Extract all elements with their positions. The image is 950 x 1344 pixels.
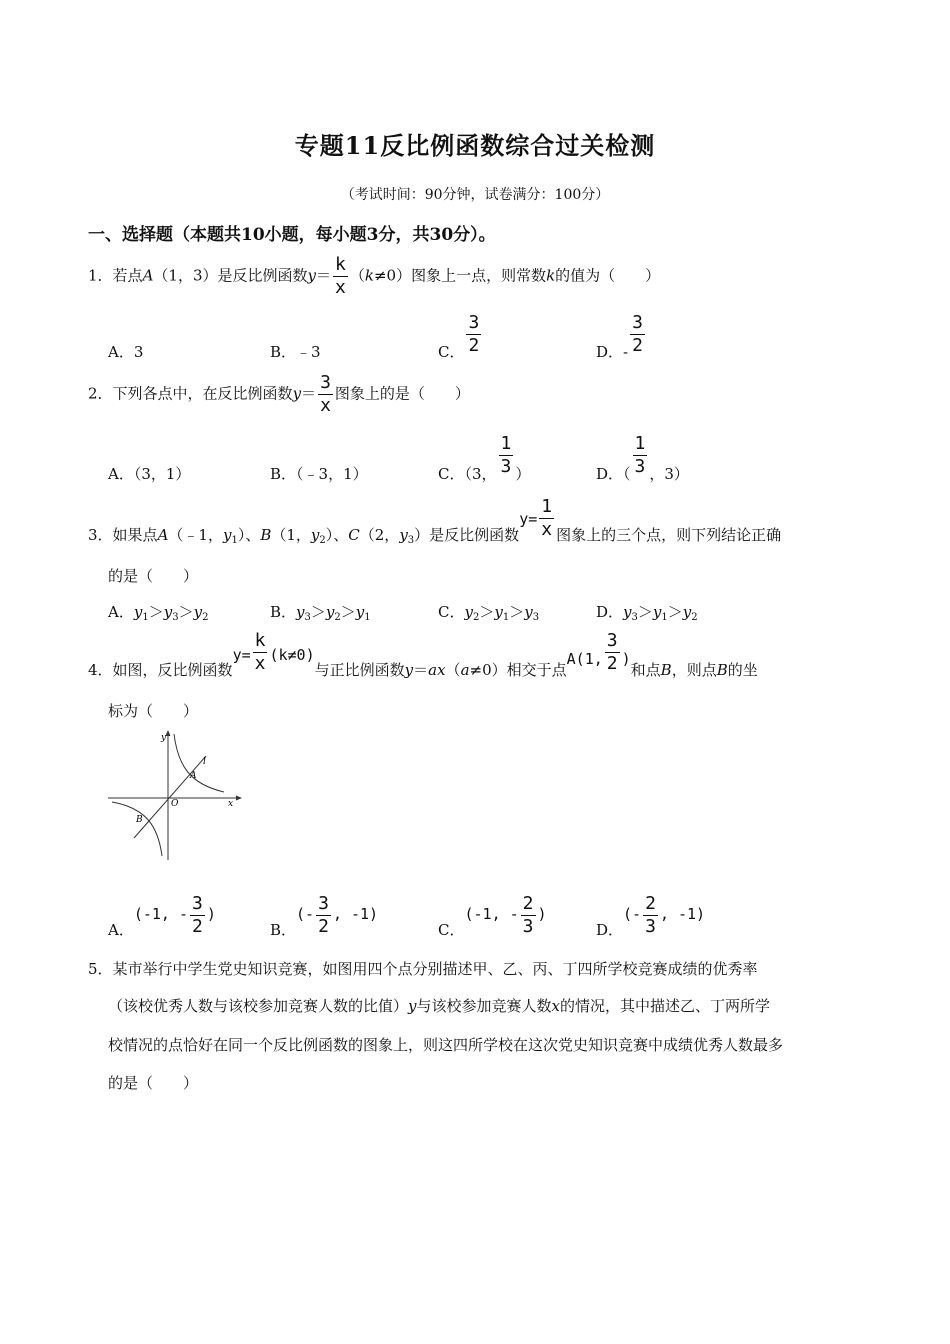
question-5-line-2: （该校优秀人数与该校参加竞赛人数的比值）y与该校参加竞赛人数x的情况，其中描述乙、丁两所学 [108, 997, 770, 1015]
q1-option-b[interactable]: B．﹣3 [270, 343, 321, 361]
question-3: 3．如果点A（﹣1，$y_1$）、B（1，$y_2$）、C（2，$y_3$）是反比例函数y= $\frac{1}{x}$ 图象上的三个点，则下列结论正确 [88, 496, 782, 546]
q3-option-d[interactable]: D．$y_3>y_1>y_2$ [596, 603, 698, 623]
q2-option-c[interactable]: C．（3， $\frac{1}{3}$ ） [438, 433, 531, 483]
fraction-3-over-x: $\frac{3}{x}$ [320, 372, 331, 416]
question-3-cont: 的是（ ） [108, 567, 199, 585]
origin-label: O [171, 799, 179, 809]
q1-option-c[interactable]: C． $\frac{3}{2}$ [438, 312, 480, 361]
q2-option-b[interactable]: B．（﹣3，1） [270, 465, 368, 483]
question-5: 5．某市举行中学生党史知识竞赛，如图用四个点分别描述甲、乙、丙、丁四所学校竞赛成绩的优秀率 [88, 960, 758, 978]
fraction-1-over-x: $\frac{1}{x}$ [541, 496, 553, 540]
q3-option-c[interactable]: C．$y_2>y_1>y_3$ [438, 603, 540, 623]
q1-option-a[interactable]: A．3 [108, 343, 144, 361]
q1-option-d[interactable]: D．- $\frac{3}{2}$ [596, 312, 643, 361]
question-5-line-4: 的是（ ） [108, 1074, 199, 1092]
q3-option-b[interactable]: B．$y_3>y_2>y_1$ [270, 603, 371, 623]
exam-info: （考试时间：90分钟，试卷满分：100分） [340, 187, 610, 203]
question-1: 1．若点A（1，3）是反比例函数y＝ $\frac{k}{x}$ （k≠0）图象上一点，则常数k的值为（ ） [88, 254, 661, 298]
fraction-k-over-x: $\frac{k}{x}$ [254, 630, 266, 674]
q4-option-c[interactable]: C．(-1, - $\frac{2}{3}$ ) [438, 893, 547, 939]
page-title: 专题11反比例函数综合过关检测 [294, 131, 656, 160]
q2-option-a[interactable]: A．（3，1） [108, 465, 191, 483]
section-heading: 一、选择题（本题共10小题，每小题3分，共30分）。 [88, 225, 496, 245]
line-label: l [203, 757, 206, 767]
line-l [134, 756, 206, 838]
q4-option-a[interactable]: A．(-1, - $\frac{3}{2}$ ) [108, 893, 216, 939]
hyperbola-branch-2 [112, 802, 162, 856]
y-axis-arrow [166, 730, 171, 736]
x-axis-arrow [236, 796, 242, 801]
question-4-cont: 标为（ ） [108, 702, 199, 720]
q4-option-d[interactable]: D．(- $\frac{2}{3}$ , -1) [596, 893, 706, 939]
x-label: x [228, 799, 234, 809]
question-5-line-3: 校情况的点恰好在同一个反比例函数的图象上，则这四所学校在这次党史知识竞赛中成绩优秀人数最多 [108, 1036, 784, 1054]
fraction-k-over-x: $\frac{k}{x}$ [335, 254, 346, 298]
y-label: y [161, 733, 167, 743]
point-a-label: A [190, 771, 197, 781]
function-graph [104, 726, 249, 866]
q4-option-b[interactable]: B．(- $\frac{3}{2}$ , -1) [270, 893, 379, 939]
point-b-label: B [136, 815, 143, 825]
q2-option-d[interactable]: D．（ $\frac{1}{3}$ ，3） [596, 433, 689, 483]
question-4: 4．如图，反比例函数y= $\frac{k}{x}$ (k≠0)与正比例函数y＝ax（a≠0）相交于点A(1, $\frac{3}{2}$ )和点B，则点B的坐 [88, 630, 758, 679]
q3-option-a[interactable]: A．$y_1>y_3>y_2$ [108, 603, 209, 623]
question-2: 2．下列各点中，在反比例函数y＝ $\frac{3}{x}$ 图象上的是（ ） [88, 372, 470, 416]
